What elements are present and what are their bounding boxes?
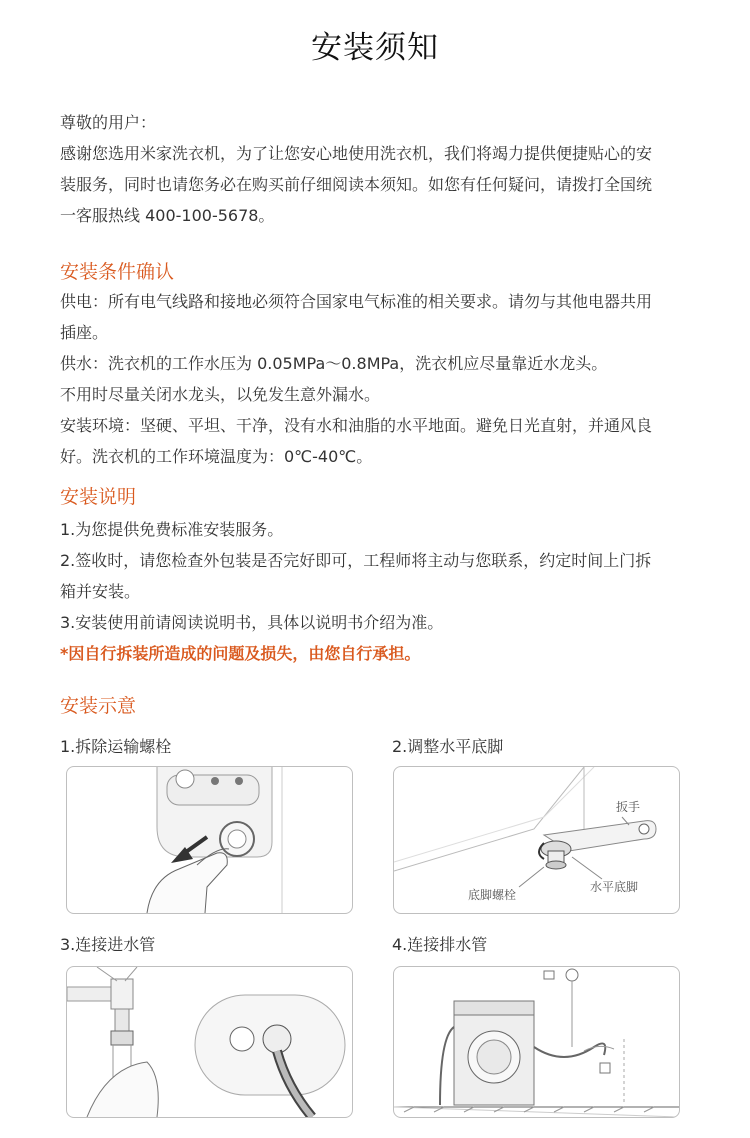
wrench-label: 扳手 bbox=[616, 800, 641, 814]
step1-illustration bbox=[66, 766, 353, 914]
instructions-heading: 安装说明 bbox=[60, 486, 137, 508]
step2-caption: 2.调整水平底脚 bbox=[392, 737, 504, 756]
condition-line: 安装环境：坚硬、平坦、干净，没有水和油脂的水平地面。避免日光直射，并通风良 bbox=[60, 416, 653, 435]
warning-note: *因自行拆装所造成的问题及损失，由您自行承担。 bbox=[60, 644, 421, 663]
level-foot-label: 水平底脚 bbox=[590, 880, 639, 894]
intro-line: 一客服热线 400-100-5678。 bbox=[60, 206, 275, 225]
instruction-line: 2.签收时，请您检查外包装是否完好即可，工程师将主动与您联系，约定时间上门拆 bbox=[60, 551, 652, 570]
step3-illustration bbox=[66, 966, 353, 1118]
condition-line: 供电：所有电气线路和接地必须符合国家电气标准的相关要求。请勿与其他电器共用 bbox=[60, 292, 653, 311]
remove-bolt-drawing bbox=[67, 767, 352, 913]
adjust-foot-drawing bbox=[394, 767, 679, 913]
step1-caption: 1.拆除运输螺栓 bbox=[60, 737, 172, 756]
conditions-section bbox=[60, 286, 700, 472]
instruction-line: 1.为您提供免费标准安装服务。 bbox=[60, 520, 284, 539]
conditions-heading: 安装条件确认 bbox=[60, 261, 175, 283]
step3-caption: 3.连接进水管 bbox=[60, 935, 156, 954]
condition-line: 不用时尽量关闭水龙头，以免发生意外漏水。 bbox=[60, 385, 381, 404]
page-title: 安装须知 bbox=[311, 30, 439, 66]
step4-caption: 4.连接排水管 bbox=[392, 935, 488, 954]
step4-illustration bbox=[393, 966, 680, 1118]
greeting: 尊敬的用户： bbox=[60, 113, 157, 132]
step2-illustration bbox=[393, 766, 680, 914]
diagram-heading: 安装示意 bbox=[60, 695, 137, 717]
intro-section bbox=[60, 107, 700, 231]
condition-line: 好。洗衣机的工作环境温度为：0℃-40℃。 bbox=[60, 447, 373, 466]
foot-bolt-label: 底脚螺栓 bbox=[468, 888, 517, 902]
instruction-line: 箱并安装。 bbox=[60, 582, 141, 601]
drain-hose-drawing bbox=[394, 967, 679, 1117]
instruction-line: 3.安装使用前请阅读说明书，具体以说明书介绍为准。 bbox=[60, 613, 444, 632]
condition-line: 插座。 bbox=[60, 323, 109, 342]
inlet-hose-drawing bbox=[67, 967, 352, 1117]
intro-line: 感谢您选用米家洗衣机，为了让您安心地使用洗衣机，我们将竭力提供便捷贴心的安 bbox=[60, 144, 653, 163]
instructions-section bbox=[60, 514, 700, 669]
intro-line: 装服务，同时也请您务必在购买前仔细阅读本须知。如您有任何疑问，请拨打全国统 bbox=[60, 175, 653, 194]
condition-line: 供水：洗衣机的工作水压为 0.05MPa～0.8MPa，洗衣机应尽量靠近水龙头。 bbox=[60, 354, 608, 373]
